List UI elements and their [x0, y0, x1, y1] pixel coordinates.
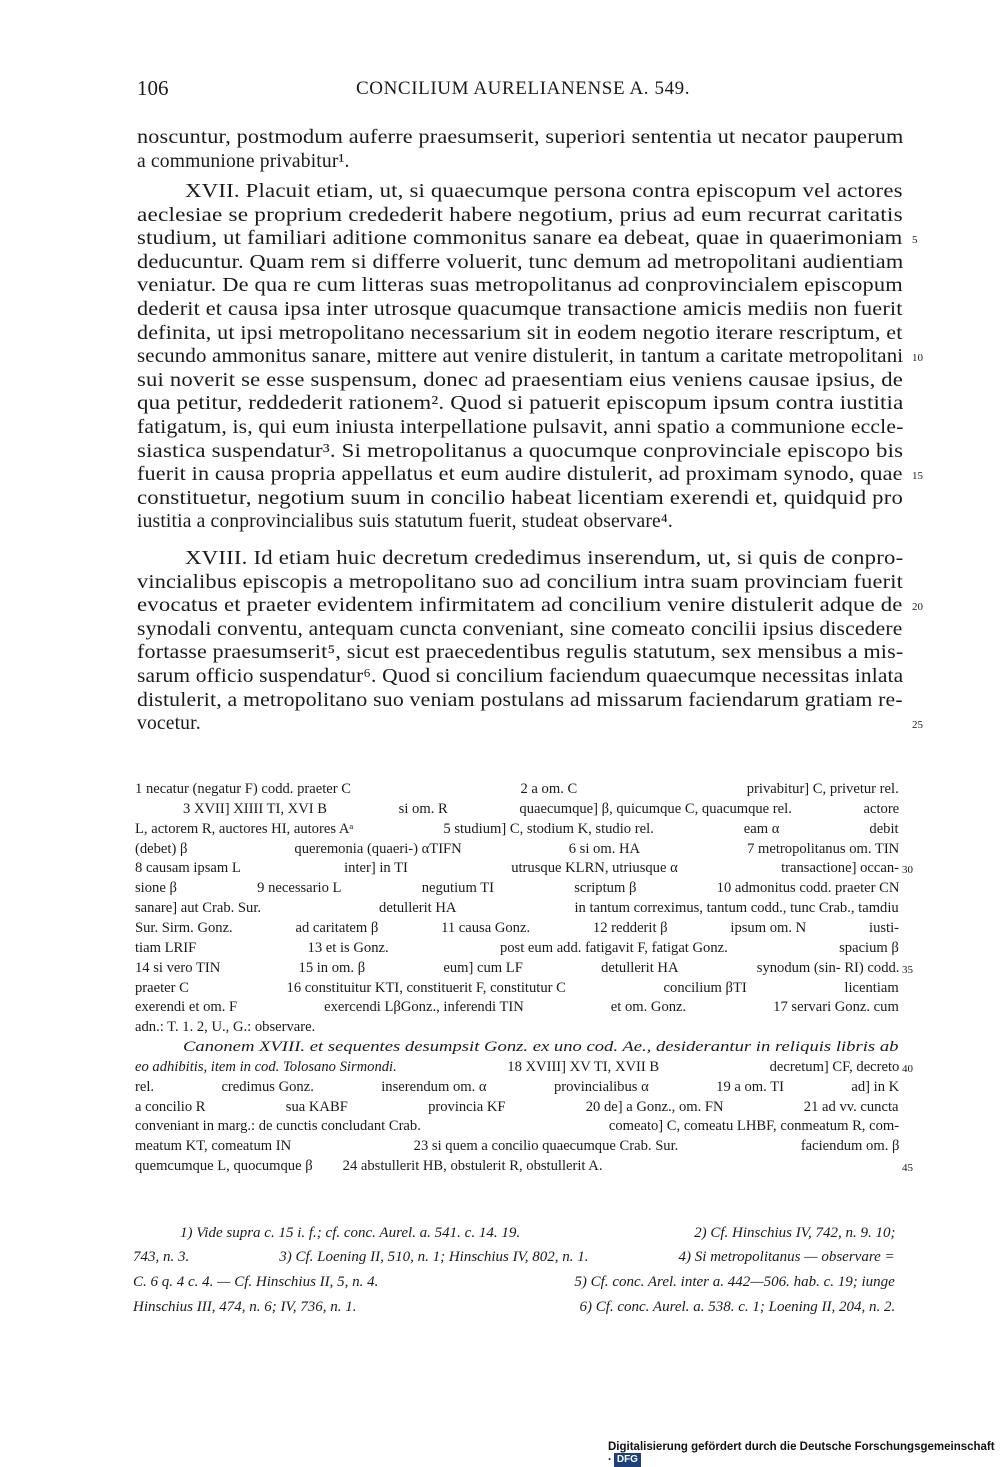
apparatus-entry: conveniant in marg.: de cunctis concludant Crab. [135, 1118, 421, 1135]
apparatus-entry: quaecumque] β, quicumque C, quacumque rel. [519, 800, 792, 817]
apparatus-entry: adn.: T. 1. 2, U., G.: observare. [135, 1019, 316, 1036]
apparatus-line [135, 960, 899, 977]
apparatus-entry: credimus Gonz. [221, 1078, 314, 1095]
main-text-line: definita, ut ipsi metropolitano necessarium sit in eodem negotio iterare rescriptum, et [137, 322, 903, 344]
main-text-line: fortasse praesumserit⁵, sicut est praecedentibus regulis statutum, sex mensibus a mis- [137, 642, 904, 664]
running-title: CONCILIUM AURELIANENSE A. 549. [356, 78, 691, 99]
apparatus-entry: 10 admonitus codd. praeter CN [716, 880, 900, 897]
apparatus-line [183, 801, 899, 818]
apparatus-entry: exercendi LβGonz., inferendi TIN [324, 999, 524, 1016]
apparatus-entry: 1 necatur (negatur F) codd. praeter C [135, 781, 351, 797]
apparatus-entry: 14 si vero TIN [135, 959, 221, 976]
apparatus-entry: quemcumque L, quocumque β [135, 1158, 313, 1175]
footnote-entry: 1) Vide supra c. 15 i. f.; cf. conc. Aurel. a. 541. c. 14. 19. [180, 1225, 521, 1241]
apparatus-entry: a concilio R [135, 1098, 206, 1115]
apparatus-entry: 20 de] a Gonz., om. FN [585, 1098, 724, 1115]
apparatus-entry: comeato] C, comeatu LHBF, conmeatum R, com- [608, 1118, 900, 1135]
footnote-line [133, 1274, 895, 1291]
apparatus-entry: eam α [743, 820, 780, 837]
main-text-line: sarum officio suspendatur⁶. Quod si concilium faciendum quaecumque necessitas inlata [137, 666, 904, 687]
apparatus-entry: praeter C [135, 979, 189, 996]
apparatus-entry: decretum] CF, decreto [769, 1058, 900, 1075]
main-text-line: XVII. Placuit etiam, ut, si quaecumque persona contra episcopum vel actores [185, 181, 903, 202]
main-text-line: vocetur. [137, 713, 201, 735]
apparatus-entry: actore [863, 800, 900, 817]
apparatus-entry: debit [869, 820, 899, 837]
apparatus-entry: provincia KF [428, 1098, 506, 1115]
footnote-entry: 6) Cf. conc. Aurel. a. 538. c. 1; Loening II, 204, n. 2. [579, 1299, 896, 1315]
apparatus-entry: 3 XVII] XIIII TI, XVI B [183, 800, 328, 817]
apparatus-line [135, 980, 899, 997]
line-number: 20 [912, 601, 923, 614]
apparatus-line [135, 1059, 899, 1076]
footnote-entry: 3) Cf. Loening II, 510, n. 1; Hinschius IV, 802, n. 1. [279, 1249, 589, 1265]
apparatus-entry: 2 a om. C [520, 781, 578, 797]
dfg-logo: DFG [614, 1453, 641, 1467]
apparatus-entry: scriptum β [574, 880, 637, 897]
apparatus-entry: detullerit HA [379, 900, 457, 917]
apparatus-entry: sione β [135, 880, 177, 897]
footnote-entry: C. 6 q. 4 c. 4. — Cf. Hinschius II, 5, n. 4. [133, 1274, 379, 1290]
footnote-entry: 2) Cf. Hinschius IV, 742, n. 9. 10; [694, 1225, 896, 1241]
main-text-line: deducuntur. Quam rem si differre voluerit, tunc demum ad metropolitani audientiam [137, 251, 904, 273]
line-number: 15 [912, 470, 923, 483]
apparatus-entry: L, actorem R, auctores HI, autores Aᵃ [135, 820, 354, 837]
apparatus-entry: 12 redderit β [592, 919, 668, 936]
apparatus-entry: exerendi et om. F [135, 999, 238, 1016]
apparatus-entry: synodum (sin- RI) codd. [756, 959, 900, 976]
apparatus-entry: 6 si om. HA [568, 840, 641, 857]
apparatus-line [135, 999, 899, 1016]
main-text-line: vincialibus episcopis a metropolitano suo ad concilium intra suam provinciam fuerit [137, 571, 903, 593]
footnote-entry: 5) Cf. conc. Arel. inter a. 442—506. hab. c. 19; iunge [574, 1274, 895, 1290]
apparatus-entry: sanare] aut Crab. Sur. [135, 900, 262, 917]
apparatus-entry: 7 metropolitanus om. TIN [747, 840, 900, 857]
main-text-line: evocatus et praeter evidentem infirmitatem ad concilium venire distulerit adque de [137, 595, 903, 617]
apparatus-entry: inter] in TI [344, 860, 408, 877]
apparatus-line [135, 920, 899, 937]
apparatus-entry: detullerit HA [601, 959, 679, 976]
main-text-line: sui noverit se esse suspensum, donec ad praesentiam eius veniens causae ipsius, de [137, 369, 903, 391]
main-text-line: aeclesiae se proprium credederit habere negotium, prius ad eum recurrat caritatis [137, 204, 903, 226]
main-text-line: synodali conventu, antequam cuncta conveniant, sine comeato concilii ipsius discedere [137, 618, 903, 640]
apparatus-line [135, 1118, 899, 1135]
main-text-line: noscuntur, postmodum auferre praesumserit, superiori sententia ut necator pauperum [137, 127, 904, 148]
footnote-entry: 743, n. 3. [133, 1249, 190, 1265]
apparatus-entry: inserendum om. α [381, 1078, 487, 1095]
apparatus-entry: 8 causam ipsam L [135, 860, 241, 877]
line-number: 35 [902, 963, 913, 976]
apparatus-entry: rel. [135, 1078, 155, 1095]
apparatus-entry: et om. Gonz. [610, 999, 687, 1016]
apparatus-entry: 19 a om. TI [716, 1078, 784, 1095]
apparatus-entry: eo adhibitis, item in cod. Tolosano Sirmondi. [135, 1058, 397, 1075]
footnote-line [133, 1299, 895, 1316]
apparatus-entry: utrusque KLRN, utriusque α [511, 860, 678, 877]
line-number: 5 [912, 234, 918, 247]
main-text-line: fuerit in causa propria appellatus et eum audire distulerit, ad proximam synodo, quae [137, 464, 903, 486]
footnote-line [133, 1249, 895, 1266]
apparatus-entry: Sur. Sirm. Gonz. [135, 919, 233, 936]
apparatus-entry: 11 causa Gonz. [441, 919, 531, 936]
main-text-line: studium, ut familiari aditione commonitus sanare ea debeat, quae in quaerimoniam [137, 228, 903, 250]
apparatus-entry: 9 necessario L [257, 880, 342, 897]
apparatus-entry: faciendum om. β [800, 1138, 900, 1155]
funding-footer [608, 1441, 1000, 1467]
apparatus-entry: transactione] occan- [781, 860, 899, 877]
apparatus-line [135, 1138, 899, 1155]
line-number: 25 [912, 719, 923, 732]
apparatus-entry: 21 ad vv. cuncta [803, 1098, 899, 1115]
apparatus-entry: spacium β [839, 939, 899, 956]
main-text-line: iustitia a conprovincialibus suis statutum fuerit, studeat observare⁴. [137, 511, 673, 533]
main-text-line: siastica suspendatur³. Si metropolitanus a quocumque conprovinciale episcopo bis [137, 440, 904, 462]
line-number: 45 [902, 1162, 913, 1175]
main-text-line: dederit et causa ipsa inter utrosque quacumque transactione amicis mediis non fuerit [137, 299, 903, 320]
apparatus-entry: 15 in om. β [298, 959, 366, 976]
apparatus-entry: provincialibus α [553, 1078, 649, 1095]
main-text-line: XVIII. Id etiam huic decretum crededimus inserendum, ut, si quis de conpro- [185, 548, 904, 569]
apparatus-line [135, 1158, 602, 1175]
main-text-line: constituetur, negotium suum in concilio habeat licentiam exerendi et, quidquid pro [137, 487, 904, 509]
line-number: 40 [902, 1062, 913, 1075]
apparatus-entry: privabitur] C, privetur rel. [746, 781, 899, 797]
apparatus-line [135, 900, 899, 917]
apparatus-entry: queremonia (quaeri-) αTIFN [294, 840, 462, 857]
apparatus-entry: si om. R [398, 800, 448, 817]
line-number: 30 [902, 864, 913, 877]
apparatus-line [135, 1019, 315, 1036]
apparatus-entry: licentiam [844, 979, 899, 996]
apparatus-entry: negutium TI [421, 880, 494, 897]
apparatus-entry: ad] in K [851, 1078, 900, 1095]
footnote-entry: 4) Si metropolitanus — observare = [678, 1249, 895, 1265]
line-number: 10 [912, 352, 923, 365]
apparatus-line [135, 1079, 899, 1096]
main-text-line: fatigatum, is, qui eum iniusta interpellatione pulsavit, anni spatio a communione eccle- [137, 417, 904, 438]
apparatus-entry: concilium βTI [663, 979, 747, 996]
apparatus-entry: 24 abstullerit HB, obstulerit R, obstullerit A. [342, 1158, 603, 1175]
apparatus-entry: Canonem XVIII. et sequentes desumpsit Gonz. ex uno cod. Ae., desiderantur in reliquis libris ab [183, 1039, 899, 1056]
apparatus-line [135, 1099, 899, 1116]
footnote-line [180, 1225, 895, 1242]
apparatus-line [135, 841, 899, 858]
apparatus-entry: sua KABF [285, 1098, 348, 1115]
main-text-line: distulerit, a metropolitano suo veniam postulans ad missarum faciendarum gratiam re- [137, 689, 903, 711]
footnote-entry: Hinschius III, 474, n. 6; IV, 736, n. 1. [133, 1299, 357, 1315]
apparatus-entry: iusti- [869, 919, 900, 936]
main-text-line: veniatur. De qua re cum litteras suas metropolitanus ad conprovincialem episcopum [137, 275, 903, 297]
funding-text: Digitalisierung gefördert durch die Deutsche Forschungsgemeinschaft · [608, 1441, 995, 1467]
apparatus-entry: post eum add. fatigavit F, fatigat Gonz. [499, 939, 728, 956]
apparatus-entry: 23 si quem a concilio quaecumque Crab. Sur. [413, 1138, 679, 1155]
apparatus-entry: ad caritatem β [295, 919, 379, 936]
main-text-line: secundo ammonitus sanare, mittere aut venire distulerit, in tantum a caritate metropolitani [137, 346, 904, 368]
apparatus-entry: 18 XVIII] XV TI, XVII B [507, 1058, 660, 1075]
apparatus-entry: (debet) β [135, 840, 188, 857]
apparatus-line [135, 781, 899, 798]
apparatus-entry: 5 studium] C, stodium K, studio rel. [443, 820, 654, 837]
apparatus-entry: in tantum correximus, tantum codd., tunc Crab., tamdiu [574, 900, 899, 917]
apparatus-line [135, 880, 899, 897]
page-number: 106 [137, 76, 169, 100]
main-text-line: a communione privabitur¹. [137, 151, 350, 173]
apparatus-entry: 13 et is Gonz. [307, 939, 389, 956]
apparatus-entry: ipsum om. N [730, 919, 807, 936]
apparatus-line [135, 821, 899, 838]
apparatus-entry: 16 constituitur KTI, constituerit F, constitutur C [286, 979, 566, 996]
apparatus-entry: meatum KT, comeatum IN [135, 1138, 292, 1155]
apparatus-line [183, 1039, 898, 1056]
apparatus-entry: 17 servari Gonz. cum [773, 999, 899, 1016]
apparatus-entry: eum] cum LF [443, 959, 523, 976]
apparatus-entry: tiam LRIF [135, 939, 197, 956]
main-text-line: qua petitur, reddederit rationem². Quod si patuerit episcopum ipsum contra iustitia [137, 393, 904, 415]
apparatus-line [135, 860, 899, 877]
apparatus-line [135, 940, 899, 957]
